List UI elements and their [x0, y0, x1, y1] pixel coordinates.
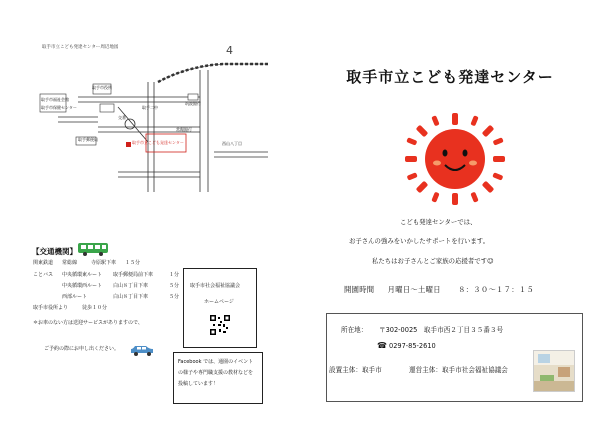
- phone-number[interactable]: 0297-85-2610: [389, 342, 436, 350]
- transport-stop: 寺原駅下車: [91, 260, 117, 266]
- road: [148, 82, 154, 192]
- map-label-tsukuba: 筑波銀行: [185, 101, 201, 106]
- transport-type: 関東鉄道: [33, 260, 54, 266]
- car-icon: [128, 343, 156, 357]
- map-label-police: 交番: [118, 115, 126, 120]
- photo-illustration: [534, 351, 574, 391]
- establisher: 設置主体：取手市: [329, 366, 382, 374]
- road: [58, 117, 98, 122]
- transport-line: 中央循環東ルート: [62, 272, 103, 278]
- opening-hours: [344, 285, 534, 295]
- main-road: [200, 70, 208, 192]
- transport-note: ＊お車のない方は送迎サービスがありますので、: [33, 320, 143, 326]
- road: [118, 172, 200, 177]
- area-map: [38, 42, 268, 232]
- address: 〒302-0025 取手市西２丁目３５番３号: [379, 326, 504, 334]
- center-marker: [126, 142, 131, 147]
- transport-time: １分: [169, 272, 180, 278]
- map-label-center: 取手市立こども発達センター: [132, 140, 184, 145]
- homepage-label: ホームページ: [204, 299, 234, 305]
- transport-line: 西部ルート: [62, 294, 88, 300]
- sun-icon: [405, 113, 505, 205]
- page-number: 4: [226, 44, 233, 57]
- facility-photo: [533, 350, 575, 392]
- facebook-text: の様子や専門職支援の教材などを: [178, 370, 254, 376]
- transport-stop: 取手郵便局前下車: [113, 272, 154, 278]
- facebook-box: [173, 352, 263, 404]
- transport-time: １５分: [125, 260, 141, 266]
- transport-type: ことバス: [33, 272, 54, 278]
- railway-line: [158, 64, 268, 82]
- homepage-org: 取手市社会福祉協議会: [190, 283, 241, 289]
- bus-icon: [77, 242, 111, 256]
- map-label-city-office: 取手市役所: [92, 85, 112, 90]
- transport-stop: 白山８丁目下車: [113, 294, 149, 300]
- road: [78, 97, 200, 102]
- hours-label: 開園時間: [344, 285, 375, 294]
- intro-line: 私たちはお子さんとご家族の応援者です☺: [372, 257, 494, 265]
- phone-icon: ☎: [377, 341, 387, 350]
- qr-code-icon[interactable]: [210, 315, 230, 335]
- map-label-welfare: 取手市福祉会館: [41, 97, 69, 102]
- transport-stop: 白山８丁目下車: [113, 283, 149, 289]
- map-label-health: 取手市保健センター: [41, 105, 77, 110]
- facebook-text: 投稿しています！: [178, 381, 219, 387]
- transport-line: 中央循環西ルート: [62, 283, 103, 289]
- transport-heading: 【交通機関】: [32, 247, 77, 256]
- intro-line: お子さんの強みをいかしたサポートを行います。: [349, 237, 490, 245]
- facebook-text: Facebook では、通園のイベント: [178, 359, 254, 365]
- address-label: 所在地：: [341, 326, 368, 334]
- operator: 運営主体：取手市社会福祉協議会: [409, 366, 508, 374]
- hours-time: ８：３０～１７：１５: [458, 285, 535, 294]
- homepage-box: [183, 268, 257, 348]
- building-health: [100, 104, 114, 112]
- road: [214, 152, 268, 157]
- map-label-school: 取手二中: [142, 105, 158, 110]
- page-title: 取手市立こども発達センター: [346, 68, 554, 86]
- transport-line: 常総線: [62, 260, 78, 266]
- intro-line: こども発達センターでは、: [400, 218, 477, 226]
- transport-note: ご予約の際にお申し出ください。: [44, 346, 120, 352]
- transport-type: 取手市役所より: [33, 305, 69, 311]
- transport-time: ５分: [169, 294, 180, 300]
- map-label-nishi: 西山八丁目: [222, 141, 242, 146]
- transport-line: 徒歩１０分: [82, 305, 108, 311]
- map-label-post-office: 取手郵便局: [78, 137, 98, 142]
- transport-time: ５分: [169, 283, 180, 289]
- hours-days: 月曜日～土曜日: [387, 285, 441, 294]
- map-label-joyo: 常陽銀行: [176, 127, 192, 132]
- map-title: 取手市立こども発達センター周辺地図: [42, 45, 119, 50]
- road: [118, 107, 148, 142]
